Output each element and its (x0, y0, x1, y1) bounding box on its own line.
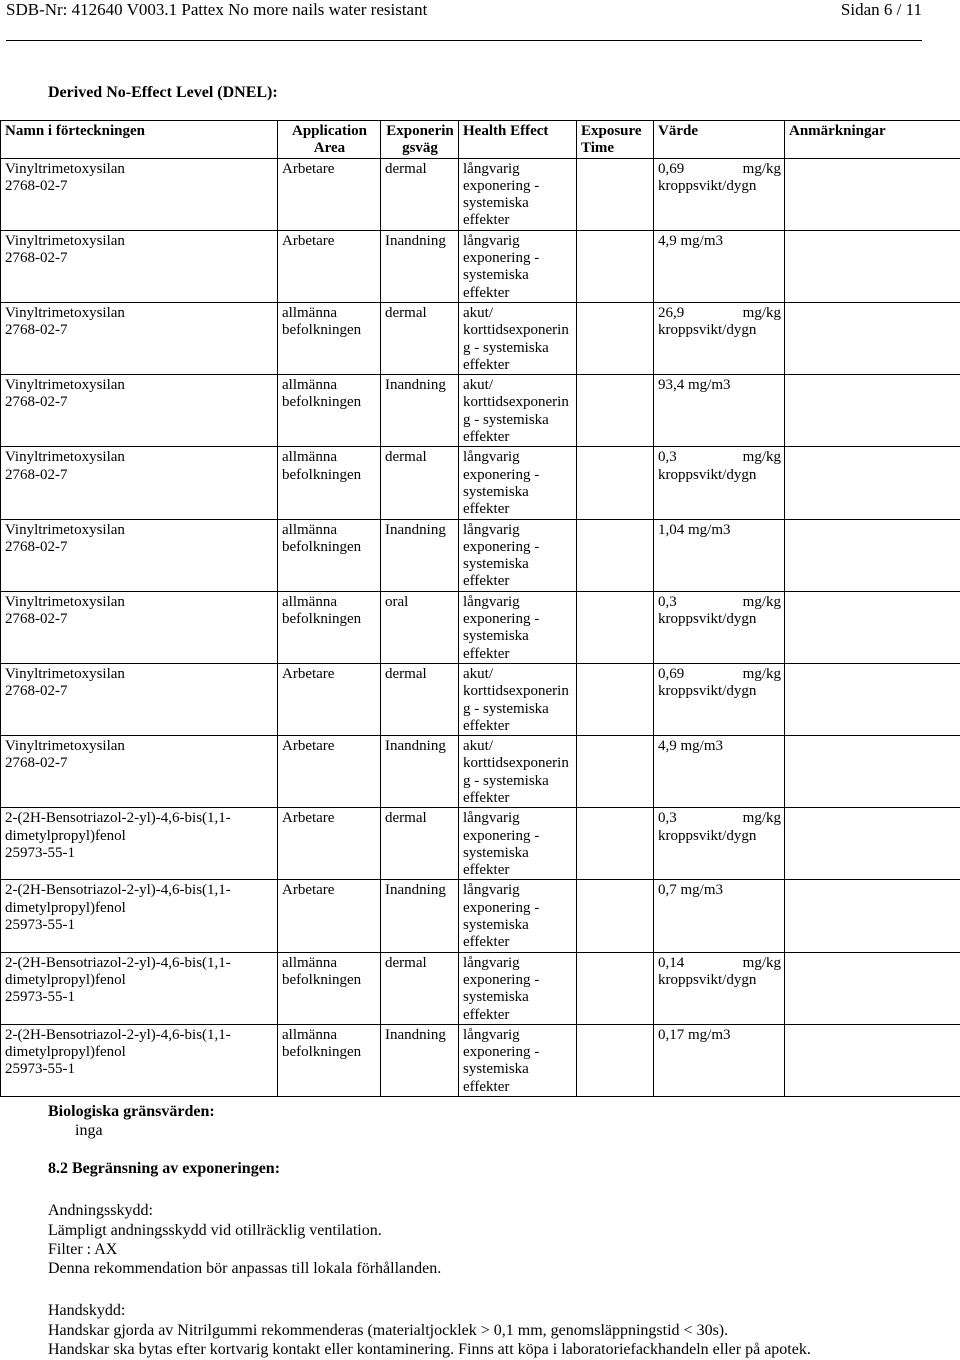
cell-application-area: allmänna befolkningen (278, 1024, 381, 1096)
hand-protection-label: Handskydd: (48, 1302, 126, 1319)
cell-exposure-time (577, 736, 654, 808)
table-row (1, 736, 960, 808)
col-header-remarks: Anmärkningar (785, 121, 960, 159)
table-row (1, 952, 960, 1024)
cell-exposure-time (577, 808, 654, 880)
col-header-effect: Health Effect (459, 121, 577, 159)
col-header-area: Application Area (278, 121, 381, 159)
cell-value: 0,69 mg/kg kroppsvikt/dygn (654, 663, 785, 735)
cas-number: 2768-02-7 (5, 394, 68, 411)
cas-number: 25973-55-1 (5, 844, 75, 861)
cell-value: 4,9 mg/m3 (654, 230, 785, 302)
cell-substance-name (1, 302, 278, 374)
cas-number: 2768-02-7 (5, 611, 68, 628)
dnel-table (0, 120, 960, 1097)
page-number: Sidan 6 / 11 (840, 0, 922, 19)
cell-application-area: allmänna befolkningen (278, 447, 381, 519)
cell-value: 0,14 mg/kg kroppsvikt/dygn (654, 952, 785, 1024)
cell-remarks (785, 375, 960, 447)
cas-number: 2768-02-7 (5, 755, 68, 772)
cell-application-area: Arbetare (278, 230, 381, 302)
exposure-controls-title: 8.2 Begränsning av exponeringen: (48, 1160, 281, 1177)
cell-value: 4,9 mg/m3 (654, 736, 785, 808)
cas-number: 2768-02-7 (5, 683, 68, 700)
document-id: SDB-Nr: 412640 V003.1 Pattex No more nails water resistant (6, 0, 428, 19)
cell-exposure-time (577, 230, 654, 302)
cell-exposure-route: dermal (381, 447, 459, 519)
cell-remarks (785, 1024, 960, 1096)
cell-health-effect: akut/ korttidsexponerin g - systemiska effekter (459, 663, 577, 735)
cell-exposure-route: dermal (381, 158, 459, 230)
cell-health-effect: långvarig exponering - systemiska effekter (459, 591, 577, 663)
cell-substance-name (1, 519, 278, 591)
cell-health-effect: långvarig exponering - systemiska effekter (459, 447, 577, 519)
cell-remarks (785, 230, 960, 302)
cell-exposure-route: oral (381, 591, 459, 663)
cell-exposure-route: Inandning (381, 736, 459, 808)
substance-name: Vinyltrimetoxysilan (5, 738, 125, 755)
cell-substance-name (1, 375, 278, 447)
substance-name: Vinyltrimetoxysilan (5, 593, 125, 610)
cell-remarks (785, 447, 960, 519)
cell-substance-name (1, 230, 278, 302)
cell-substance-name (1, 591, 278, 663)
respiratory-protection-label: Andningsskydd: (48, 1202, 153, 1219)
cell-exposure-route: Inandning (381, 1024, 459, 1096)
cell-substance-name (1, 1024, 278, 1096)
cell-exposure-time (577, 663, 654, 735)
cell-exposure-route: Inandning (381, 230, 459, 302)
table-row (1, 1024, 960, 1096)
cell-remarks (785, 519, 960, 591)
respiratory-line: Lämpligt andningsskydd vid otillräcklig ventilation. (48, 1222, 382, 1239)
cell-remarks (785, 952, 960, 1024)
cas-number: 2768-02-7 (5, 538, 68, 555)
cell-value: 0,3 mg/kg kroppsvikt/dygn (654, 808, 785, 880)
cell-exposure-route: Inandning (381, 880, 459, 952)
hand-line: Handskar gjorda av Nitrilgummi rekommenderas (materialtjocklek > 0,1 mm, genomsläppningstid < 30s). (48, 1322, 729, 1339)
respiratory-line: Denna rekommendation bör anpassas till lokala förhållanden. (48, 1260, 442, 1277)
cell-exposure-time (577, 591, 654, 663)
cell-application-area: Arbetare (278, 663, 381, 735)
cell-application-area: allmänna befolkningen (278, 375, 381, 447)
cell-application-area: allmänna befolkningen (278, 519, 381, 591)
table-row (1, 302, 960, 374)
substance-name: Vinyltrimetoxysilan (5, 449, 125, 466)
cas-number: 25973-55-1 (5, 1061, 75, 1078)
cell-application-area: Arbetare (278, 736, 381, 808)
substance-name: 2-(2H-Bensotriazol-2-yl)-4,6-bis(1,1-dimetylpropyl)fenol (5, 810, 231, 844)
table-row (1, 158, 960, 230)
cell-application-area: Arbetare (278, 808, 381, 880)
respiratory-line: Filter : AX (48, 1241, 118, 1258)
cell-substance-name (1, 158, 278, 230)
cell-value: 0,17 mg/m3 (654, 1024, 785, 1096)
cell-exposure-time (577, 1024, 654, 1096)
page-header (6, 0, 922, 22)
cell-health-effect: långvarig exponering - systemiska effekter (459, 952, 577, 1024)
hand-line: Handskar ska bytas efter kortvarig kontakt eller kontaminering. Finns att köpa i laboratoriefackhandeln eller på apotek. (48, 1341, 811, 1358)
cas-number: 2768-02-7 (5, 466, 68, 483)
cell-value: 0,7 mg/m3 (654, 880, 785, 952)
cell-remarks (785, 663, 960, 735)
substance-name: Vinyltrimetoxysilan (5, 232, 125, 249)
cell-substance-name (1, 880, 278, 952)
biological-limits-value: inga (75, 1122, 103, 1139)
substance-name: 2-(2H-Bensotriazol-2-yl)-4,6-bis(1,1-dimetylpropyl)fenol (5, 882, 231, 916)
table-row (1, 591, 960, 663)
biological-limits-title: Biologiska gränsvärden: (48, 1103, 215, 1120)
table-row (1, 375, 960, 447)
cell-exposure-time (577, 952, 654, 1024)
cell-health-effect: långvarig exponering - systemiska effekter (459, 158, 577, 230)
cell-exposure-route: Inandning (381, 375, 459, 447)
cas-number: 25973-55-1 (5, 989, 75, 1006)
col-header-route: Exponerin gsväg (381, 121, 459, 159)
cell-exposure-route: Inandning (381, 519, 459, 591)
dnel-section-title: Derived No-Effect Level (DNEL): (48, 84, 278, 101)
cell-value: 93,4 mg/m3 (654, 375, 785, 447)
cell-exposure-route: dermal (381, 952, 459, 1024)
cell-application-area: Arbetare (278, 880, 381, 952)
cell-substance-name (1, 952, 278, 1024)
substance-name: 2-(2H-Bensotriazol-2-yl)-4,6-bis(1,1-dimetylpropyl)fenol (5, 954, 231, 988)
cell-application-area: allmänna befolkningen (278, 952, 381, 1024)
cell-substance-name (1, 447, 278, 519)
cell-value: 0,69 mg/kg kroppsvikt/dygn (654, 158, 785, 230)
cell-exposure-route: dermal (381, 808, 459, 880)
substance-name: Vinyltrimetoxysilan (5, 521, 125, 538)
cell-remarks (785, 302, 960, 374)
cell-exposure-time (577, 880, 654, 952)
cell-remarks (785, 880, 960, 952)
table-row (1, 519, 960, 591)
cell-substance-name (1, 808, 278, 880)
cell-health-effect: långvarig exponering - systemiska effekter (459, 880, 577, 952)
cell-health-effect: långvarig exponering - systemiska effekter (459, 230, 577, 302)
cell-exposure-time (577, 375, 654, 447)
cell-health-effect: långvarig exponering - systemiska effekter (459, 1024, 577, 1096)
cell-health-effect: långvarig exponering - systemiska effekter (459, 808, 577, 880)
table-row (1, 663, 960, 735)
substance-name: Vinyltrimetoxysilan (5, 304, 125, 321)
cell-exposure-route: dermal (381, 302, 459, 374)
cell-health-effect: långvarig exponering - systemiska effekter (459, 519, 577, 591)
cell-application-area: allmänna befolkningen (278, 591, 381, 663)
cell-remarks (785, 808, 960, 880)
cell-exposure-time (577, 519, 654, 591)
header-divider (6, 40, 922, 41)
cell-remarks (785, 591, 960, 663)
cell-exposure-time (577, 302, 654, 374)
substance-name: Vinyltrimetoxysilan (5, 160, 125, 177)
cas-number: 2768-02-7 (5, 177, 68, 194)
cas-number: 2768-02-7 (5, 250, 68, 267)
cell-exposure-time (577, 447, 654, 519)
cell-health-effect: akut/ korttidsexponerin g - systemiska effekter (459, 375, 577, 447)
col-header-time: Exposure Time (577, 121, 654, 159)
cell-remarks (785, 158, 960, 230)
table-row (1, 230, 960, 302)
cell-application-area: Arbetare (278, 158, 381, 230)
table-row (1, 880, 960, 952)
cell-remarks (785, 736, 960, 808)
table-header-row (1, 121, 960, 159)
cell-health-effect: akut/ korttidsexponerin g - systemiska effekter (459, 302, 577, 374)
substance-name: Vinyltrimetoxysilan (5, 377, 125, 394)
col-header-value: Värde (654, 121, 785, 159)
cell-value: 26,9 mg/kg kroppsvikt/dygn (654, 302, 785, 374)
cell-substance-name (1, 736, 278, 808)
col-header-name: Namn i förteckningen (1, 121, 278, 159)
table-row (1, 447, 960, 519)
cas-number: 2768-02-7 (5, 322, 68, 339)
cell-value: 0,3 mg/kg kroppsvikt/dygn (654, 447, 785, 519)
cell-application-area: allmänna befolkningen (278, 302, 381, 374)
substance-name: Vinyltrimetoxysilan (5, 665, 125, 682)
cas-number: 25973-55-1 (5, 917, 75, 934)
cell-substance-name (1, 663, 278, 735)
cell-value: 0,3 mg/kg kroppsvikt/dygn (654, 591, 785, 663)
cell-health-effect: akut/ korttidsexponerin g - systemiska effekter (459, 736, 577, 808)
substance-name: 2-(2H-Bensotriazol-2-yl)-4,6-bis(1,1-dimetylpropyl)fenol (5, 1026, 231, 1061)
table-row (1, 808, 960, 880)
cell-exposure-time (577, 158, 654, 230)
cell-exposure-route: dermal (381, 663, 459, 735)
cell-value: 1,04 mg/m3 (654, 519, 785, 591)
